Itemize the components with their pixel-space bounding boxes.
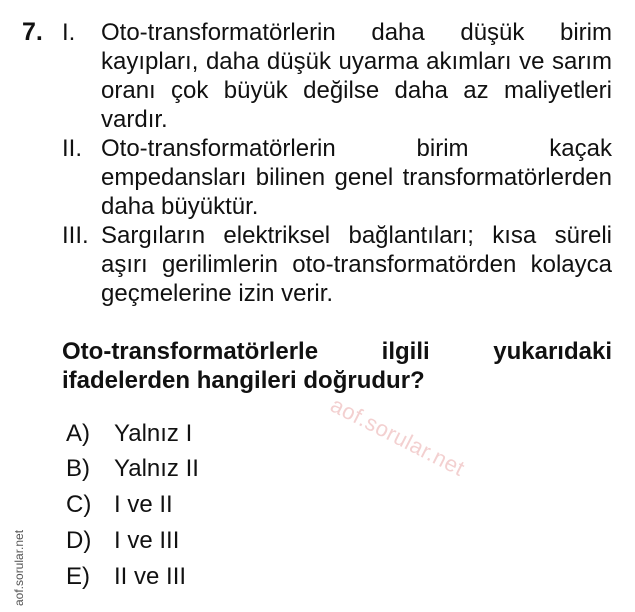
watermark: aof.sorular.net (326, 392, 469, 481)
option-b-text: Yalnız II (114, 455, 199, 482)
question-number: 7. (22, 18, 43, 46)
option-e-text: II ve III (114, 563, 187, 590)
question-stem: Oto-transformatörlerle ilgili yukarıdaki ifadelerden hangileri doğrudur? (62, 338, 612, 394)
option-d-letter: D) (66, 527, 92, 554)
statement-3-text: Sargıların elektriksel bağlantıları; kısa süreli aşırı gerilimlerin oto-transformatörden kolayca geçmelerine izin verir. (101, 222, 612, 307)
option-e-letter: E) (66, 563, 90, 590)
option-a-letter: A) (66, 420, 90, 447)
statement-3-numeral: III. (62, 222, 89, 249)
option-c-letter: C) (66, 491, 92, 518)
statement-1-text: Oto-transformatörlerin daha düşük birim kayıpları, daha düşük uyarma akımları ve sarım oranı çok büyük değilse daha az maliyetleri vardır. (101, 19, 612, 133)
statement-2-numeral: II. (62, 135, 83, 162)
side-watermark: aof.sorular.net (12, 529, 26, 606)
option-a-text: Yalnız I (114, 420, 193, 447)
option-d-text: I ve III (114, 527, 180, 554)
option-c-text: I ve II (114, 491, 173, 518)
statement-1-numeral: I. (62, 19, 76, 46)
statement-2-text: Oto-transformatörlerin birim kaçak empedansları bilinen genel transformatörlerden daha büyüktür. (101, 135, 612, 220)
option-b-letter: B) (66, 455, 90, 482)
